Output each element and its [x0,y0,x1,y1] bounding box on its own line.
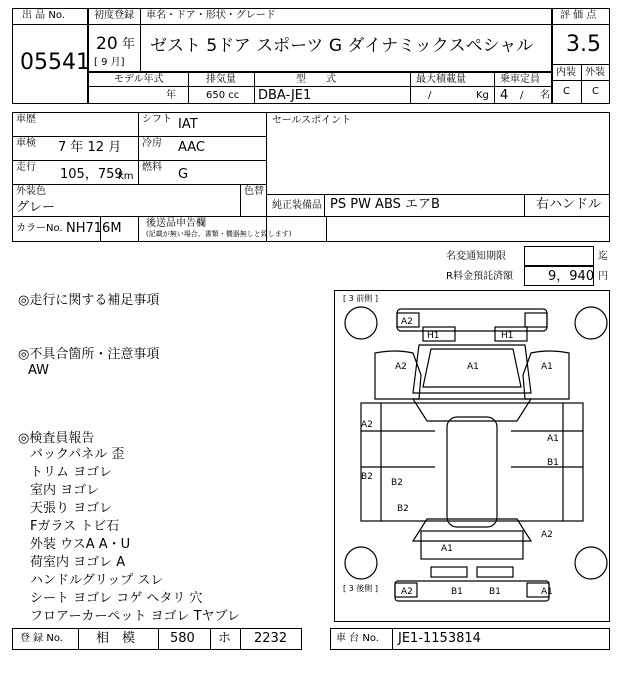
shift-label: シフト [142,114,172,125]
mark-rear-corner: A1 [541,587,553,597]
capacity: 4 [500,88,509,103]
front-side-label: [ 3 前側 ] [343,294,378,303]
mark-door-fl: A2 [361,420,373,430]
inspector-item: バックパネル 歪 [30,447,125,462]
fuel-value: G [178,167,189,182]
reg-no-label: 登 録 No. [20,633,63,644]
inspector-item: フロアーカーペット ヨゴレ Tヤブレ [30,609,241,624]
ext-color-label: 外装色 [16,186,46,197]
mark-front-bumper: A2 [401,317,413,327]
reg-class: 580 [170,631,195,646]
ac-value: AAC [178,140,205,155]
post-docs-label: 後送品申告欄 [146,218,206,229]
color-no-label: カラーNo. [16,223,63,234]
steering-value: 右ハンドル [536,197,602,212]
sales-point-label: セールスポイント [272,115,352,126]
reg-month: [ 9 月] [94,57,125,68]
reg-year-unit: 年 [122,37,136,52]
driving-notes-title: ◎走行に関する補足事項 [18,293,160,308]
recycle-label: R料金預託済額 [446,271,513,282]
post-docs-note: (記載が無い場合、書類・機器無しと致します) [146,230,292,238]
exterior-grade: C [592,86,599,97]
equipment-value: PS PW ABS エアB [330,197,440,212]
mark-headlight-l: H1 [427,331,440,341]
capacity-unit: 名 [540,90,550,101]
mark-roof: B2 [391,478,403,488]
mark-quarter-l: B2 [397,504,409,514]
chassis-label: 車 台 No. [336,633,379,644]
displacement: 650 cc [206,90,240,101]
lot-no: 05541 [20,50,90,75]
tire-fr-icon [575,307,607,339]
mark-rear-bumper-r: B1 [489,587,501,597]
shift-value: IAT [178,117,198,132]
equipment-label: 純正装備品 [272,200,322,211]
max-load: / [428,90,432,101]
type-label: 型 式 [296,74,336,85]
model-year-unit: 年 [166,90,176,101]
mark-rear-bumper-l: A2 [401,587,413,597]
mark-door-rl: B2 [361,472,373,482]
defects-title: ◎不具合箇所・注意事項 [18,347,160,362]
lot-no-label: 出 品 No. [22,10,65,21]
car-name: ゼスト 5ドア スポーツ G ダイナミックスペシャル [150,36,534,56]
mileage-label: 走行 [16,162,36,173]
model-type: DBA-JE1 [258,88,312,103]
color-no-value: NH716M [66,221,122,236]
reg-year: 20 [96,34,118,54]
grade-label: 評 価 点 [560,10,597,21]
recycle-value: 9，940 [548,269,595,284]
inspector-report-title: ◎検査員報告 [18,431,95,446]
tire-rl-icon [345,547,377,579]
car-name-label: 車名・ドア・形状・グレード [146,10,276,21]
max-load-unit: Kg [476,90,489,101]
inspection-label: 車検 [16,138,36,149]
color-change-label: 色替 [244,186,264,197]
inspector-item: 天張り ヨゴレ [30,501,113,516]
inspector-item: ハンドルグリップ スレ [30,573,164,588]
model-year-label: モデル年式 [114,74,164,85]
mark-rear-bumper-c: B1 [451,587,463,597]
interior-grade: C [563,86,570,97]
mileage-unit: km [118,171,134,182]
tire-fl-icon [345,307,377,339]
inspector-item: 外装 ウスA A・U [30,537,131,552]
mark-door-rr: B1 [547,458,559,468]
inspector-item: シート ヨゴレ コゲ ヘタリ 穴 [30,591,203,606]
chassis-number: JE1-1153814 [398,631,481,646]
mark-fender-r: A1 [541,362,553,372]
ext-color-value: グレー [16,200,56,215]
reg-number: 2232 [254,631,288,646]
recycle-unit: 円 [598,271,608,282]
name-change-label: 名変通知期限 [446,251,506,262]
capacity-label: 乗車定員 [500,74,540,85]
history-label: 車歴 [16,114,36,125]
name-change-box [524,246,594,266]
ac-label: 冷房 [142,138,162,149]
mark-door-fr: A1 [547,434,559,444]
mark-quarter-r: A2 [541,530,553,540]
fuel-label: 燃料 [142,162,162,173]
tire-rr-icon [575,547,607,579]
mark-headlight-r: H1 [501,331,514,341]
inspection-value: 7 年 12 月 [58,140,122,155]
max-load-label: 最大積載量 [416,74,466,85]
mileage-value: 105，759 [60,167,123,182]
mark-fender-l: A2 [395,362,407,372]
grade-value: 3.5 [566,32,601,57]
rear-side-label: [ 3 後側 ] [343,584,378,593]
inspector-item: Fガラス トビ石 [30,519,120,534]
reg-kana: ホ [218,631,232,646]
inspector-item: 荷室内 ヨゴレ A [30,555,126,570]
mark-hood: A1 [467,362,479,372]
displacement-label: 排気量 [206,74,236,85]
inspector-item: トリム ヨゴレ [30,465,113,480]
reg-area: 相 模 [96,631,136,646]
damage-diagram [334,290,610,622]
mark-trunk: A1 [441,544,453,554]
defects-value: AW [28,363,50,378]
interior-label: 内装 [556,67,576,78]
car-diagram-svg [335,291,609,621]
inspector-item: 室内 ヨゴレ [30,483,100,498]
name-change-unit: 迄 [598,251,608,262]
first-reg-label: 初度登録 [94,10,134,21]
exterior-label: 外装 [585,67,605,78]
capacity-sep: / [520,90,524,101]
